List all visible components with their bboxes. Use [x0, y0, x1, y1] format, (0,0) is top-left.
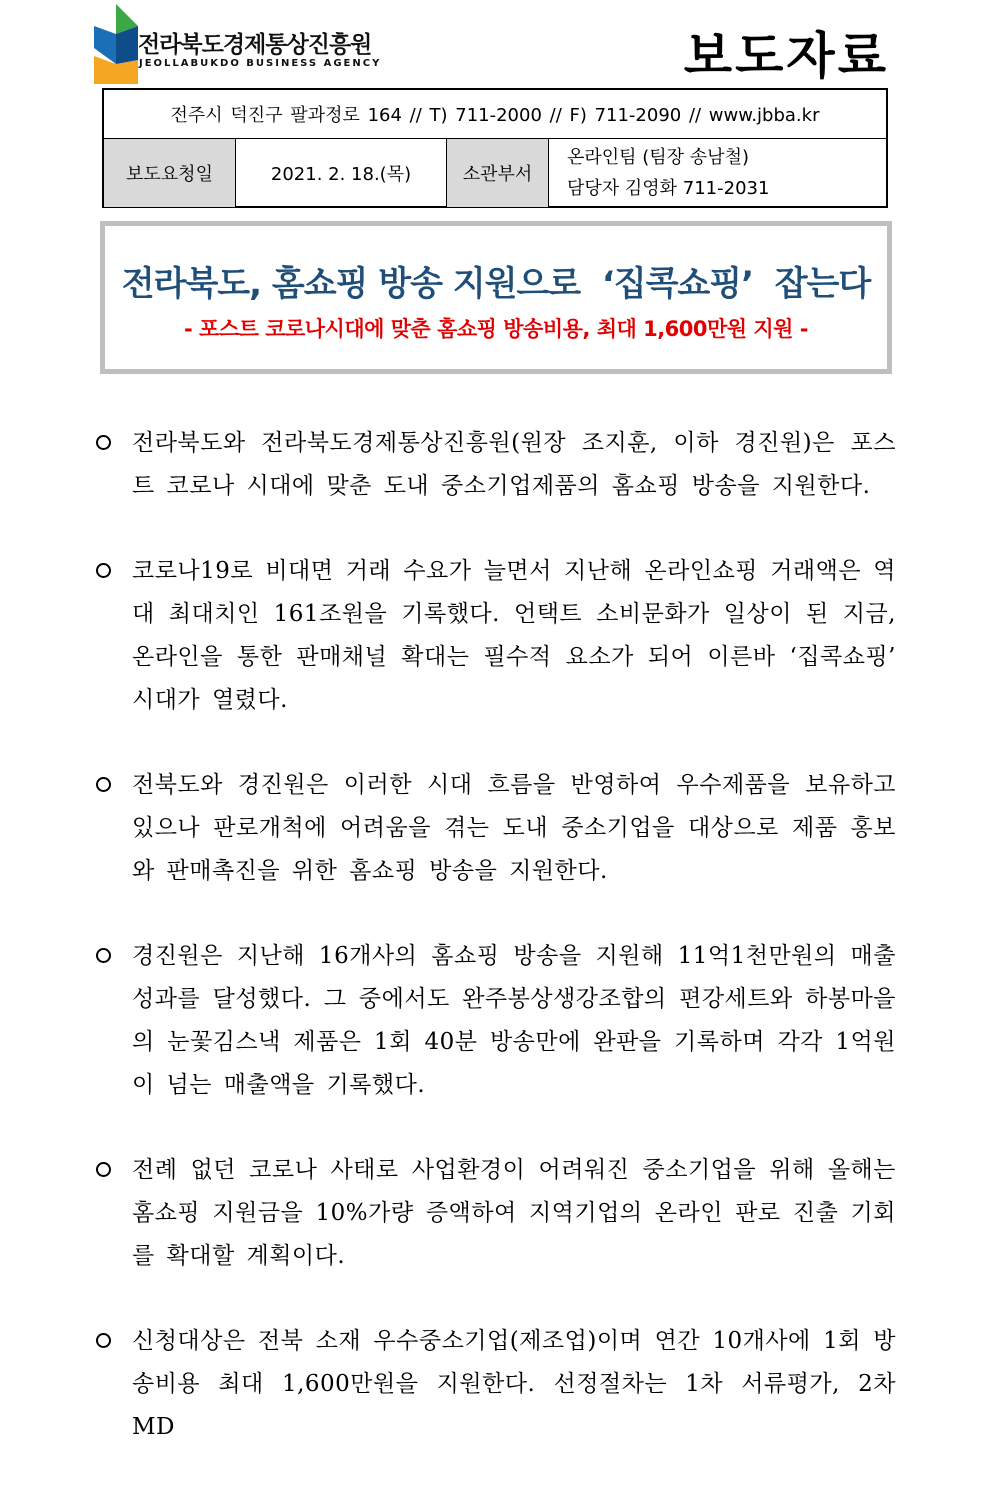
paragraph: [96, 764, 896, 893]
department: 온라인팀 (팀장 송남철): [567, 147, 749, 168]
request-date-label: 보도요청일: [104, 139, 236, 207]
circle-bullet-icon: [96, 435, 111, 450]
org-name-en: JEOLLABUKDO BUSINESS AGENCY: [139, 58, 382, 69]
headline-box: [100, 221, 892, 374]
org-name-ko: 전라북도경제통상진흥원: [138, 32, 372, 58]
department-cell: [549, 139, 886, 207]
document-type-title: 보도자료: [683, 27, 889, 85]
paragraph: [96, 550, 896, 722]
circle-bullet-icon: [96, 777, 111, 792]
paragraph-text: 경진원은 지난해 16개사의 홈쇼핑 방송을 지원해 11억1천만원의 매출 성과를 달성했다. 그 중에서도 완주봉상생강조합의 편강세트와 하봉마을의 눈꽃김스낵 제품은 1회 40분 방송만에 완판을 기록하며 각각 1억원이 넘는 매출액을 기록했다.: [132, 943, 896, 1098]
paragraph-text: 신청대상은 전북 소재 우수중소기업(제조업)이며 연간 10개사에 1회 방송비용 최대 1,600만원을 지원한다. 선정절차는 1차 서류평가, 2차 MD: [132, 1328, 896, 1440]
paragraph: [96, 1320, 896, 1449]
headline-subtitle: - 포스트 코로나시대에 맞춘 홈쇼핑 방송비용, 최대 1,600만원 지원 -: [184, 317, 808, 341]
body-text: [96, 422, 896, 1491]
paragraph-text: 전례 없던 코로나 사태로 사업환경이 어려워진 중소기업을 위해 올해는 홈쇼핑 지원금을 10%가량 증액하여 지역기업의 온라인 판로 진출 기회를 확대할 계획이다.: [132, 1157, 896, 1269]
manager: 담당자 김영화 711-2031: [567, 178, 770, 199]
circle-bullet-icon: [96, 1162, 111, 1177]
paragraph-text: 전북도와 경진원은 이러한 시대 흐름을 반영하여 우수제품을 보유하고 있으나 판로개척에 어려움을 겪는 도내 중소기업을 대상으로 제품 홍보와 판매촉진을 위한 홈쇼핑 방송을 지원한다.: [132, 772, 896, 884]
info-table: [102, 88, 888, 208]
department-label: 소관부서: [447, 139, 549, 207]
circle-bullet-icon: [96, 563, 111, 578]
info-row: [104, 139, 886, 207]
paragraph: [96, 1149, 896, 1278]
agency-logo-mark-icon: [94, 4, 138, 88]
contact-line: 전주시 덕진구 팔과정로 164 // T) 711-2000 // F) 711-2090 // www.jbba.kr: [104, 90, 886, 139]
request-date: 2021. 2. 18.(목): [236, 139, 447, 207]
paragraph-text: 코로나19로 비대면 거래 수요가 늘면서 지난해 온라인쇼핑 거래액은 역대 최대치인 161조원을 기록했다. 언택트 소비문화가 일상이 된 지금, 온라인을 통한 판매채널 확대는 필수적 요소가 되어 이른바 ‘집콕쇼핑’ 시대가 열렸다.: [132, 558, 896, 713]
paragraph: [96, 935, 896, 1107]
paragraph-text: 전라북도와 전라북도경제통상진흥원(원장 조지훈, 이하 경진원)은 포스트 코로나 시대에 맞춘 도내 중소기업제품의 홈쇼핑 방송을 지원한다.: [132, 430, 896, 499]
agency-logo: [94, 4, 384, 88]
headline-title: 전라북도, 홈쇼핑 방송 지원으로 ‘집콕쇼핑’ 잡는다: [121, 264, 871, 304]
circle-bullet-icon: [96, 1333, 111, 1348]
circle-bullet-icon: [96, 948, 111, 963]
paragraph: [96, 422, 896, 508]
